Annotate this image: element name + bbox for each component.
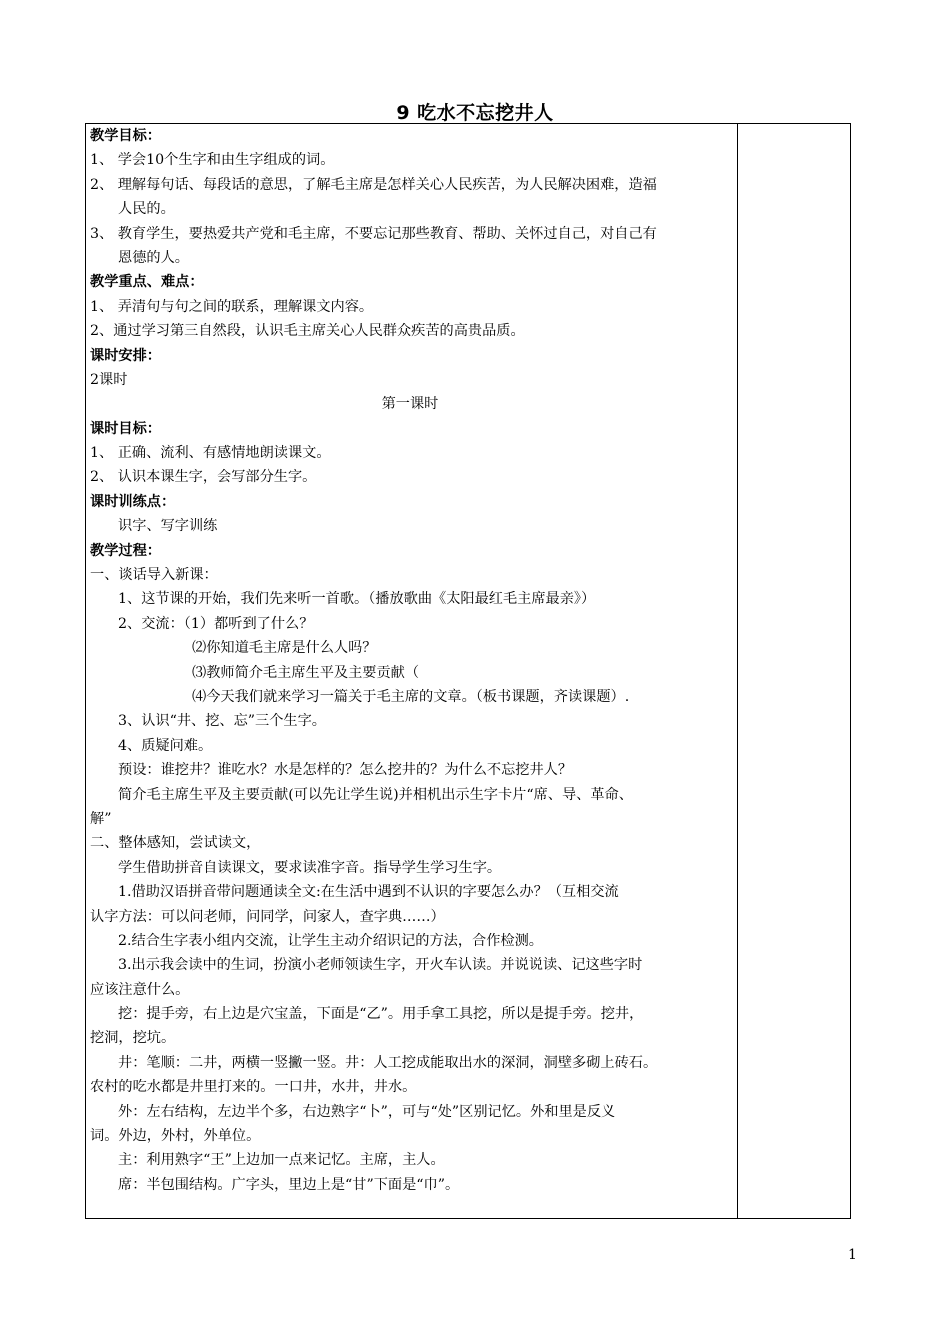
text-line: 1、这节课的开始，我们先来听一首歌。（播放歌曲《太阳最红毛主席最亲》）	[118, 591, 596, 608]
text-line: 农村的吃水都是井里打来的。一口井，水井，井水。	[90, 1079, 417, 1096]
text-line: 1.借助汉语拼音带问题通读全文:在生活中遇到不认识的字要怎么办？（互相交流	[118, 884, 619, 901]
text-line: 人民的。	[118, 201, 175, 218]
text-line: 识字、写字训练	[118, 518, 218, 535]
text-line: ⑷今天我们就来学习一篇关于毛主席的文章。（板书课题，齐读课题）.	[192, 688, 630, 705]
text-line: 挖洞，挖坑。	[90, 1030, 176, 1047]
text-line: 简介毛主席生平及主要贡献(可以先让学生说)并相机出示生字卡片“席、导、革命、	[118, 786, 633, 803]
document-title: 9 吃水不忘挖井人	[396, 102, 554, 124]
section-heading: 课时安排：	[90, 347, 161, 364]
text-line: 2、 理解每句话、每段话的意思，了解毛主席是怎样关心人民疾苦，为人民解决困难，造福	[90, 176, 657, 193]
text-line: 3.出示我会读中的生词，扮演小老师领读生字，开火车认读。并说说读、记这些字时	[118, 957, 643, 974]
text-line: 主：利用熟字“王”上边加一点来记忆。主席，主人。	[118, 1152, 445, 1169]
text-line: 二、整体感知，尝试读文，	[90, 835, 261, 852]
text-line: 席：半包围结构。广字头，里边上是“甘”下面是“巾”。	[118, 1176, 460, 1193]
text-line: 应该注意什么。	[90, 981, 190, 998]
text-line: 4、质疑问难。	[118, 737, 213, 754]
text-line: 3、认识“井、挖、忘”三个生字。	[118, 713, 326, 730]
text-line: 恩德的人。	[118, 249, 189, 266]
section-heading: 教学过程：	[90, 542, 161, 559]
text-line: 认字方法：可以问老师，问同学，问家人，查字典……）	[90, 908, 445, 925]
text-line: 2、交流：（1）都听到了什么？	[118, 615, 314, 632]
section-heading: 课时训练点：	[90, 493, 176, 510]
text-line: 2.结合生字表小组内交流，让学生主动介绍识记的方法，合作检测。	[118, 932, 543, 949]
section-heading: 教学目标：	[90, 128, 161, 144]
text-line: 词。外边，外村，外单位。	[90, 1128, 261, 1145]
text-line: 解”	[90, 810, 112, 827]
text-line: 第一课时	[381, 396, 439, 413]
text-line: 2、通过学习第三自然段，认识毛主席关心人民群众疾苦的高贵品质。	[90, 323, 525, 340]
section-heading: 教学重点、难点：	[90, 274, 204, 291]
text-line: 学生借助拼音自读课文，要求读准字音。指导学生学习生字。	[118, 859, 502, 876]
text-line: 1、 学会10个生字和由生字组成的词。	[90, 152, 335, 169]
text-line: 井：笔顺：二井，两横一竖撇一竖。井：人工挖成能取出水的深洞，洞壁多砌上砖石。	[118, 1054, 658, 1071]
text-line: 1、 正确、流利、有感情地朗读课文。	[90, 445, 331, 462]
text-line: 外：左右结构，左边半个多，右边熟字“卜”，可与“处”区别记忆。外和里是反义	[118, 1103, 616, 1120]
lesson-content	[90, 124, 730, 1197]
table-column-divider	[737, 123, 738, 1219]
page-number: 1	[848, 1247, 857, 1263]
text-line: ⑶教师简介毛主席生平及主要贡献（	[192, 664, 420, 681]
text-line: ⑵你知道毛主席是什么人吗？	[192, 640, 377, 657]
text-line: 1、 弄清句与句之间的联系，理解课文内容。	[90, 298, 374, 315]
text-line: 2课时	[90, 371, 128, 388]
text-line: 2、 认识本课生字，会写部分生字。	[90, 469, 317, 486]
text-line: 3、 教育学生，要热爱共产党和毛主席，不要忘记那些教育、帮助、关怀过自己，对自己有	[90, 225, 657, 242]
section-heading: 课时目标：	[90, 420, 161, 437]
text-line: 挖：提手旁，右上边是穴宝盖，下面是“乙”。用手拿工具挖，所以是提手旁。挖井，	[118, 1006, 644, 1023]
text-line: 一、谈话导入新课：	[90, 567, 218, 584]
text-line: 预设：谁挖井？谁吃水？水是怎样的？怎么挖井的？为什么不忘挖井人？	[118, 762, 573, 779]
